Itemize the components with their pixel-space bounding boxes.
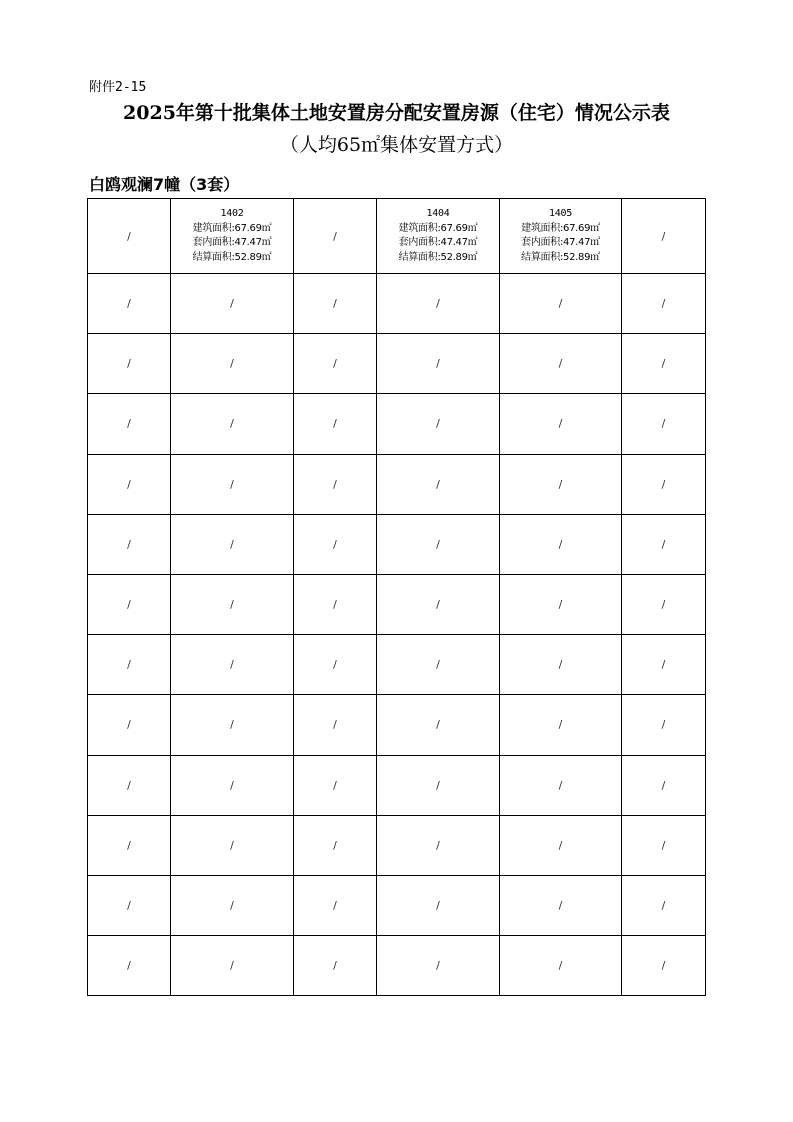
empty-cell <box>88 815 171 875</box>
empty-cell <box>171 936 294 996</box>
page-subtitle: （人均65㎡集体安置方式） <box>279 134 514 156</box>
empty-mark: / <box>661 658 666 672</box>
unit-inner-area: 套内面积:47.47㎡ <box>521 237 600 248</box>
empty-cell <box>88 755 171 815</box>
unit-number: 1405 <box>549 208 572 219</box>
empty-cell <box>88 936 171 996</box>
empty-cell <box>88 199 171 274</box>
unit-cell-1405 <box>500 199 622 274</box>
empty-cell <box>88 574 171 634</box>
empty-mark: / <box>661 357 666 371</box>
empty-mark: / <box>230 658 234 672</box>
empty-cell <box>622 936 706 996</box>
empty-mark: / <box>558 357 563 371</box>
table-row <box>88 454 706 514</box>
empty-cell <box>622 815 706 875</box>
unit-settle-area: 结算面积:52.89㎡ <box>398 251 478 263</box>
empty-mark: / <box>230 778 234 792</box>
empty-mark: / <box>558 718 563 732</box>
table-row <box>88 514 706 574</box>
table-row <box>88 635 706 695</box>
empty-cell <box>294 815 377 875</box>
empty-mark: / <box>558 598 563 612</box>
empty-mark: / <box>127 838 131 852</box>
table-row <box>88 274 706 334</box>
empty-cell <box>171 635 294 695</box>
empty-mark: / <box>333 598 337 612</box>
empty-mark: / <box>558 477 563 491</box>
empty-cell <box>377 875 500 935</box>
empty-mark: / <box>127 598 131 612</box>
empty-mark: / <box>127 229 131 243</box>
empty-cell <box>88 394 171 454</box>
empty-cell <box>622 334 706 394</box>
empty-mark: / <box>333 838 337 852</box>
empty-mark: / <box>333 477 337 491</box>
empty-mark: / <box>661 838 666 852</box>
empty-mark: / <box>558 898 563 912</box>
empty-mark: / <box>661 898 666 912</box>
empty-mark: / <box>230 598 234 612</box>
empty-cell <box>294 695 377 755</box>
empty-mark: / <box>558 537 563 551</box>
page-title: 2025年第十批集体土地安置房分配安置房源（住宅）情况公示表 <box>123 102 670 124</box>
empty-mark: / <box>558 297 563 311</box>
empty-cell <box>294 454 377 514</box>
empty-cell <box>294 334 377 394</box>
empty-cell <box>294 274 377 334</box>
unit-build-area: 建筑面积:67.69㎡ <box>192 222 272 234</box>
empty-mark: / <box>127 898 131 912</box>
building-label: 白鸥观澜7幢（3套） <box>89 175 240 194</box>
unit-build-area: 建筑面积:67.69㎡ <box>521 222 600 234</box>
empty-mark: / <box>333 297 337 311</box>
empty-mark: / <box>436 357 440 371</box>
table-row <box>88 334 706 394</box>
empty-mark: / <box>127 357 131 371</box>
empty-mark: / <box>661 417 666 431</box>
empty-mark: / <box>127 658 131 672</box>
unit-inner-area: 套内面积:47.47㎡ <box>192 237 272 248</box>
empty-cell <box>377 514 500 574</box>
empty-cell <box>500 695 622 755</box>
empty-cell <box>377 334 500 394</box>
housing-table <box>87 198 706 996</box>
empty-mark: / <box>127 537 131 551</box>
empty-cell <box>294 574 377 634</box>
empty-cell <box>377 394 500 454</box>
table-row <box>88 815 706 875</box>
empty-cell <box>171 514 294 574</box>
empty-cell <box>622 394 706 454</box>
empty-cell <box>500 514 622 574</box>
empty-cell <box>622 454 706 514</box>
empty-mark: / <box>333 959 337 973</box>
empty-cell <box>88 695 171 755</box>
empty-cell <box>171 695 294 755</box>
table-row <box>88 394 706 454</box>
empty-mark: / <box>230 357 234 371</box>
empty-mark: / <box>661 229 666 243</box>
empty-cell <box>171 574 294 634</box>
empty-mark: / <box>333 357 337 371</box>
empty-cell <box>622 875 706 935</box>
empty-cell <box>622 274 706 334</box>
unit-settle-area: 结算面积:52.89㎡ <box>192 251 272 263</box>
empty-cell <box>171 755 294 815</box>
empty-cell <box>622 199 706 274</box>
empty-cell <box>88 334 171 394</box>
empty-cell <box>500 334 622 394</box>
empty-mark: / <box>436 959 440 973</box>
empty-mark: / <box>661 297 666 311</box>
empty-cell <box>500 394 622 454</box>
empty-cell <box>500 875 622 935</box>
empty-cell <box>622 755 706 815</box>
empty-mark: / <box>436 838 440 852</box>
empty-mark: / <box>230 898 234 912</box>
empty-cell <box>88 274 171 334</box>
empty-mark: / <box>436 658 440 672</box>
unit-cell-1402 <box>171 199 294 274</box>
empty-mark: / <box>558 838 563 852</box>
empty-cell <box>171 394 294 454</box>
empty-cell <box>622 574 706 634</box>
empty-cell <box>294 936 377 996</box>
empty-mark: / <box>558 658 563 672</box>
empty-cell <box>500 815 622 875</box>
empty-mark: / <box>558 417 563 431</box>
empty-mark: / <box>558 959 563 973</box>
unit-build-area: 建筑面积:67.69㎡ <box>398 222 478 234</box>
empty-cell <box>500 574 622 634</box>
empty-cell <box>294 875 377 935</box>
empty-cell <box>377 635 500 695</box>
unit-inner-area: 套内面积:47.47㎡ <box>398 237 478 248</box>
empty-cell <box>500 454 622 514</box>
empty-cell <box>377 936 500 996</box>
empty-mark: / <box>333 718 337 732</box>
empty-cell <box>88 454 171 514</box>
attachment-label: 附件2-15 <box>89 80 147 95</box>
empty-mark: / <box>127 718 131 732</box>
empty-mark: / <box>436 297 440 311</box>
empty-mark: / <box>558 778 563 792</box>
empty-mark: / <box>127 778 131 792</box>
empty-cell <box>171 454 294 514</box>
empty-mark: / <box>230 838 234 852</box>
table-row <box>88 574 706 634</box>
empty-mark: / <box>127 417 131 431</box>
empty-mark: / <box>333 417 337 431</box>
empty-mark: / <box>333 537 337 551</box>
empty-mark: / <box>661 537 666 551</box>
table-row <box>88 695 706 755</box>
empty-cell <box>171 815 294 875</box>
empty-mark: / <box>436 417 440 431</box>
empty-mark: / <box>230 297 234 311</box>
empty-mark: / <box>436 598 440 612</box>
empty-cell <box>294 199 377 274</box>
empty-mark: / <box>127 959 131 973</box>
empty-cell <box>377 454 500 514</box>
table-row <box>88 875 706 935</box>
table-row <box>88 936 706 996</box>
empty-cell <box>377 815 500 875</box>
unit-number: 1404 <box>426 208 450 219</box>
empty-cell <box>171 274 294 334</box>
empty-cell <box>377 274 500 334</box>
empty-cell <box>88 875 171 935</box>
unit-number: 1402 <box>220 208 244 219</box>
empty-mark: / <box>230 718 234 732</box>
empty-mark: / <box>436 477 440 491</box>
unit-settle-area: 结算面积:52.89㎡ <box>521 251 600 263</box>
empty-mark: / <box>333 229 337 243</box>
empty-cell <box>171 875 294 935</box>
empty-cell <box>294 755 377 815</box>
empty-mark: / <box>661 959 666 973</box>
empty-cell <box>500 274 622 334</box>
empty-cell <box>500 635 622 695</box>
empty-cell <box>377 574 500 634</box>
empty-mark: / <box>230 537 234 551</box>
empty-mark: / <box>436 537 440 551</box>
empty-cell <box>622 695 706 755</box>
empty-cell <box>171 334 294 394</box>
table-row <box>88 755 706 815</box>
unit-cell-1404 <box>377 199 500 274</box>
empty-cell <box>377 755 500 815</box>
empty-mark: / <box>333 658 337 672</box>
empty-cell <box>294 394 377 454</box>
empty-mark: / <box>127 477 131 491</box>
empty-mark: / <box>436 898 440 912</box>
empty-mark: / <box>436 718 440 732</box>
empty-cell <box>377 695 500 755</box>
empty-mark: / <box>230 959 234 973</box>
empty-mark: / <box>333 778 337 792</box>
empty-mark: / <box>333 898 337 912</box>
empty-cell <box>294 635 377 695</box>
table-row <box>88 199 706 274</box>
empty-cell <box>622 635 706 695</box>
empty-mark: / <box>127 297 131 311</box>
empty-cell <box>88 514 171 574</box>
empty-mark: / <box>661 598 666 612</box>
empty-cell <box>88 635 171 695</box>
empty-mark: / <box>661 778 666 792</box>
empty-mark: / <box>230 417 234 431</box>
empty-mark: / <box>661 718 666 732</box>
empty-mark: / <box>661 477 666 491</box>
empty-cell <box>294 514 377 574</box>
empty-mark: / <box>436 778 440 792</box>
empty-cell <box>500 936 622 996</box>
empty-cell <box>622 514 706 574</box>
empty-cell <box>500 755 622 815</box>
empty-mark: / <box>230 477 234 491</box>
